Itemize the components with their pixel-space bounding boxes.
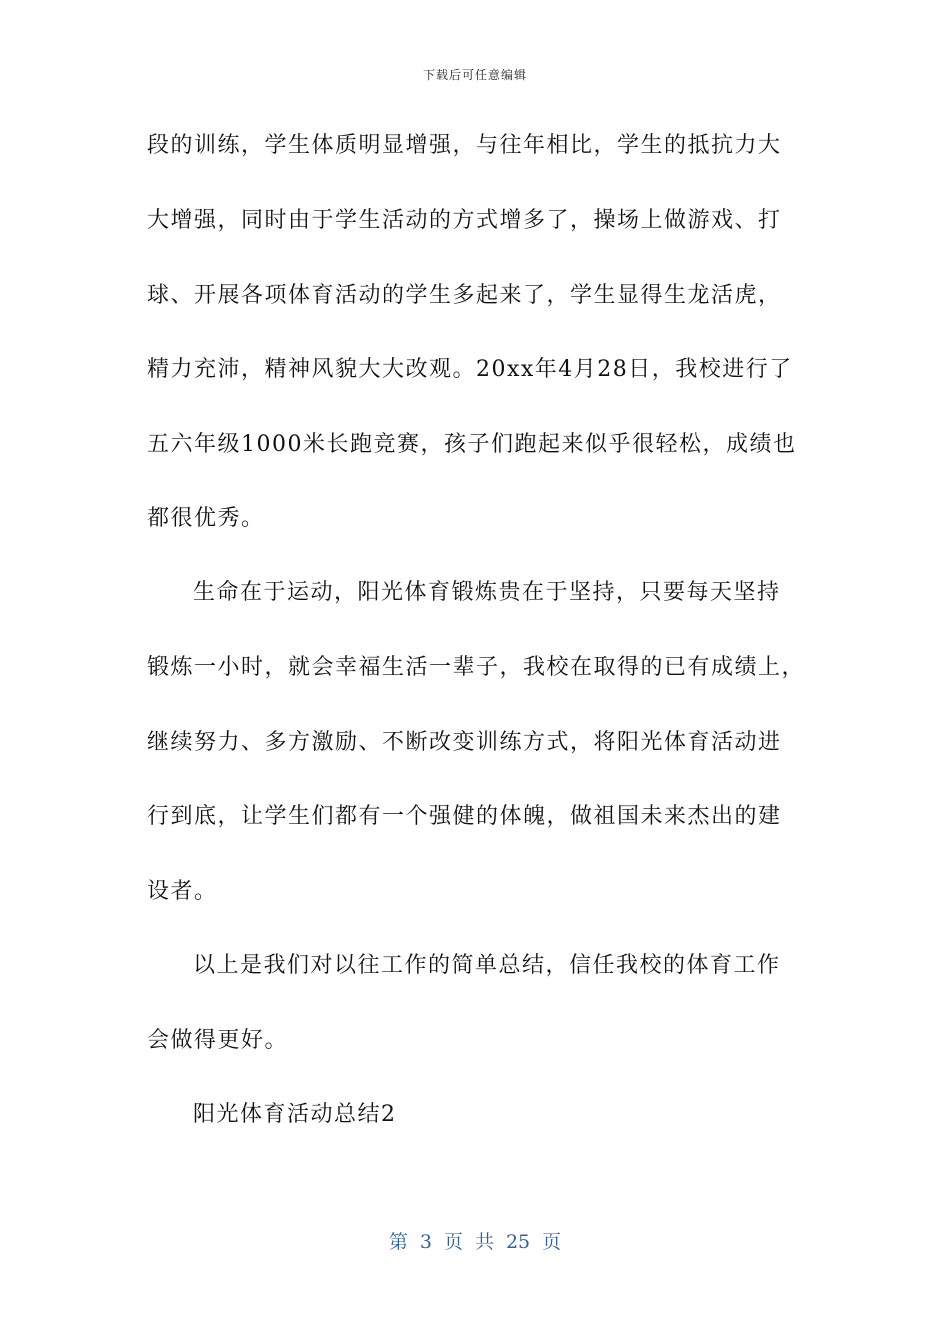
footer-total-word: 共	[474, 1231, 494, 1253]
paragraph-line: 球、开展各项体育活动的学生多起来了，学生显得生龙活虎，	[147, 283, 782, 308]
page-footer	[0, 1227, 950, 1254]
paragraph-line: 段的训练，学生体质明显增强，与往年相比，学生的抵抗力大	[147, 133, 782, 158]
paragraph-line: 精力充沛，精神风貌大大改观。20xx年4月28日，我校进行了	[147, 357, 793, 382]
paragraph-line: 会做得更好。	[147, 1028, 289, 1053]
paragraph-line: 五六年级1000米长跑竞赛，孩子们跑起来似乎很轻松，成绩也	[147, 432, 797, 457]
paragraph-line: 大增强，同时由于学生活动的方式增多了，操场上做游戏、打	[147, 208, 782, 233]
footer-suffix: 页	[542, 1231, 562, 1253]
paragraph-line: 设者。	[147, 879, 218, 904]
paragraph-line: 行到底，让学生们都有一个强健的体魄，做祖国未来杰出的建	[147, 804, 782, 829]
section-heading: 阳光体育活动总结2	[193, 1102, 397, 1127]
paragraph-line: 以上是我们对以往工作的简单总结，信任我校的体育工作	[193, 953, 781, 978]
paragraph-line: 继续努力、多方激励、不断改变训练方式，将阳光体育活动进	[147, 730, 782, 755]
paragraph-line: 锻炼一小时，就会幸福生活一辈子，我校在取得的已有成绩上，	[147, 655, 806, 680]
page-header: 下载后可任意编辑	[422, 68, 527, 82]
paragraph-line: 生命在于运动，阳光体育锻炼贵在于坚持，只要每天坚持	[193, 580, 781, 605]
footer-page-word: 页	[443, 1231, 463, 1253]
footer-current-page: 3	[419, 1231, 432, 1253]
paragraph-line: 都很优秀。	[147, 506, 265, 531]
footer-prefix: 第	[388, 1231, 408, 1253]
footer-total-pages: 25	[505, 1231, 531, 1253]
